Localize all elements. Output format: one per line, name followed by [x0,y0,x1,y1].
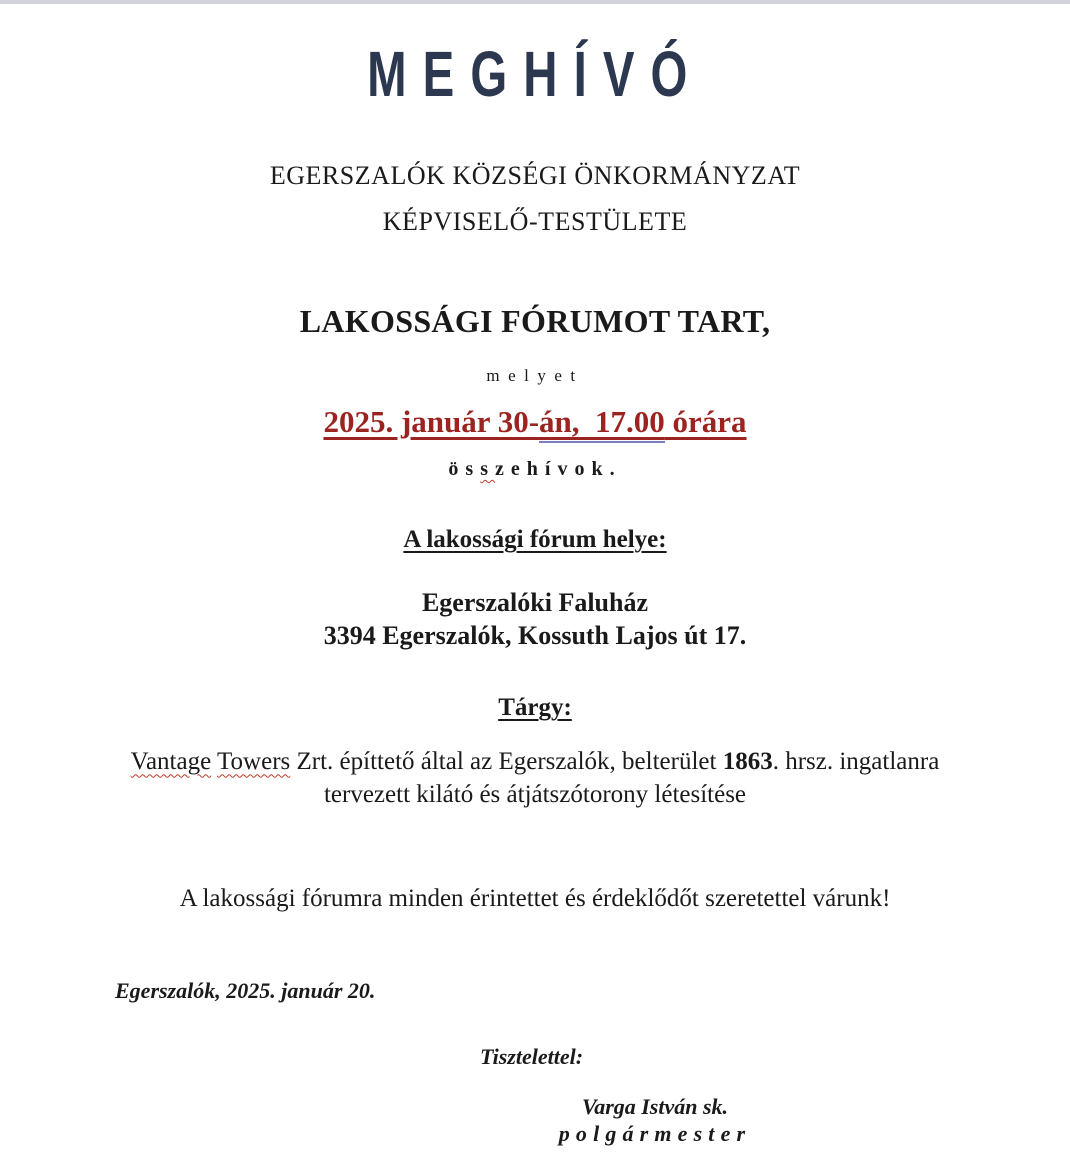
signature-title: polgármester [558,1121,752,1147]
subject-word-towers: Towers [217,748,291,776]
event-date-part1: 2025. január 30- [323,403,540,439]
event-date-grammar-marked: án, 17.00 [539,404,665,443]
event-announcement: LAKOSSÁGI FÓRUMOT TART, [299,302,771,339]
convene-part1: ös [448,457,481,480]
invitation-document [0,38,1070,1148]
subject-heading: Tárgy: [498,694,572,722]
venue-name: Egerszalóki Faluház [421,588,649,618]
subject-line2: tervezett kilátó és átjátszótorony létesítése [323,781,747,809]
event-date-line [0,402,1070,442]
signature-name: Varga István sk. [581,1093,729,1119]
convene-spellcheck-letter: s [480,457,496,480]
event-date-part3: órára [664,403,747,439]
org-name-line2: KÉPVISELŐ-TESTÜLETE [382,207,688,237]
subject-mid-text: Zrt. építtető által az Egerszalók, belterület [290,748,723,776]
subject-word-vantage: Vantage [130,748,212,776]
subject-paragraph [70,745,1000,811]
org-name-line1: EGERSZALÓK KÖZSÉGI ÖNKORMÁNYZAT [269,160,801,190]
venue-heading: A lakossági fórum helye: [403,525,667,553]
venue-address: 3394 Egerszalók, Kossuth Lajos út 17. [323,620,747,650]
convene-line [0,456,1070,482]
salutation: Tisztelettel: [480,1044,584,1070]
signature-block [505,1093,805,1148]
convene-part3: zehívok. [495,457,622,480]
dateline-place-date: Egerszalók, 2025. január 20. [115,977,376,1003]
document-title: MEGHÍVÓ [366,38,704,110]
melyet-line: melyet [486,365,584,385]
subject-parcel-number: 1863 [722,748,773,776]
closing-welcome-line: A lakossági fórumra minden érintettet és érdeklődőt szeretettel várunk! [179,885,891,913]
title-wrap [0,38,1070,112]
subject-tail-text: . hrsz. ingatlanra [772,748,940,776]
top-edge-bar [0,0,1070,4]
